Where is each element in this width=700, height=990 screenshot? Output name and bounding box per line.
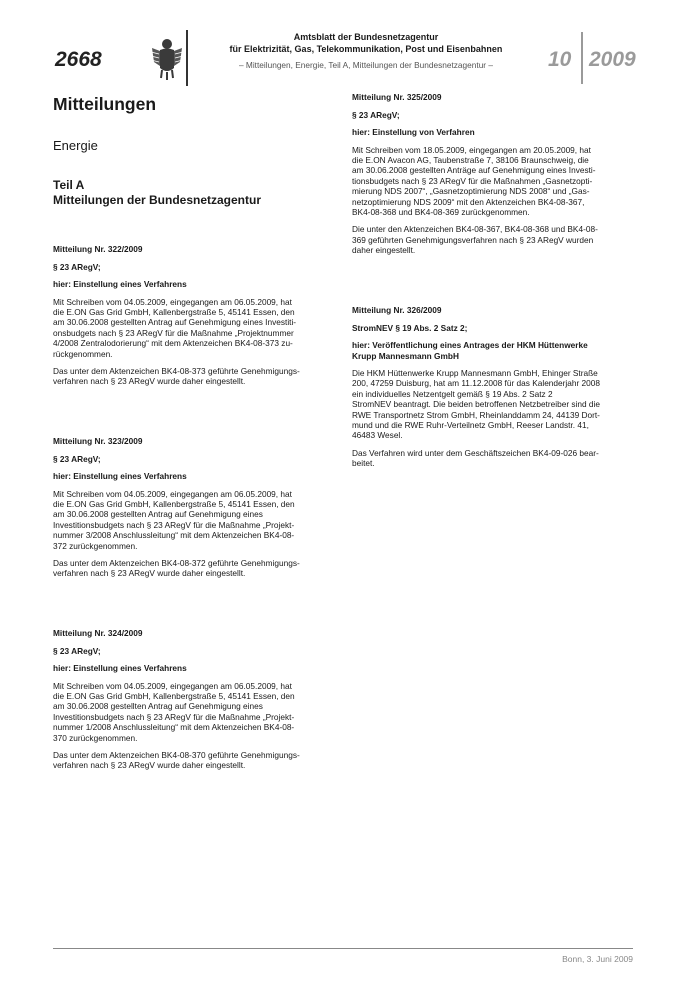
text-line: verfahren nach § 23 ARegV wurde daher eingestellt.	[53, 376, 246, 387]
notice-subject: hier: Einstellung eines Verfahrens	[53, 471, 187, 481]
notice-conclusion	[352, 448, 634, 469]
subsection-title: Energie	[53, 138, 98, 153]
notice-conclusion	[53, 750, 335, 771]
notice-323	[53, 436, 335, 628]
text-line: Mit Schreiben vom 04.05.2009, eingegangen am 06.05.2009, hat	[53, 296, 292, 307]
text-line: verfahren nach § 23 ARegV wurde daher eingestellt.	[53, 760, 246, 771]
text-line: Die unter den Aktenzeichen BK4-08-367, BK4-08-368 und BK4-08-	[352, 224, 598, 235]
issue-number: 10	[548, 48, 572, 71]
notice-number: Mitteilung Nr. 324/2009	[53, 628, 143, 638]
text-line: Investitionsbudgets nach § 23 ARegV für die Maßnahme „Projekt-	[53, 519, 295, 530]
text-line: tionsbudgets nach § 23 ARegV für die Maßnahmen „Gasnetzopti-	[352, 175, 593, 186]
text-line: am 30.06.2008 gestellten Anträge auf Genehmigung eines Investi-	[352, 165, 596, 176]
text-line: am 30.06.2008 gestellten Antrag auf Genehmigung eines	[53, 701, 263, 712]
notice-subject: hier: Einstellung eines Verfahrens	[53, 279, 187, 289]
part-heading-line1: Teil A	[53, 178, 85, 192]
text-line: mierung NDS 2007“, „Gasnetzoptimierung NDS 2008“ und „Gas-	[352, 186, 590, 197]
publication-title-line1: Amtsblatt der Bundesnetzagentur	[293, 32, 439, 42]
text-line: nummer 3/2008 Anschlussleitung“ mit dem Aktenzeichen BK4-08-	[53, 530, 295, 541]
text-line: Investitionsbudgets nach § 23 ARegV für die Maßnahme „Projekt-	[53, 711, 295, 722]
footer-divider	[53, 948, 633, 949]
text-line: am 30.06.2008 gestellten Antrag auf Genehmigung eines	[53, 509, 263, 520]
federal-eagle-icon	[150, 30, 190, 86]
text-line: onsbudgets nach § 23 ARegV für die Maßnahme „Projektnummer	[53, 327, 294, 338]
notice-subject: hier: Einstellung von Verfahren	[352, 127, 475, 137]
text-line: 372 zurückgenommen.	[53, 540, 138, 551]
publication-title-line2: für Elektrizität, Gas, Telekommunikation, Post und Eisenbahnen	[229, 43, 503, 54]
notice-law: § 23 ARegV;	[53, 645, 101, 656]
text-line: 46483 Wesel.	[352, 430, 403, 441]
section-title: Mitteilungen	[53, 94, 157, 114]
notice-law: StromNEV § 19 Abs. 2 Satz 2;	[352, 322, 468, 333]
text-line: Die HKM Hüttenwerke Krupp Mannesmann GmbH, Ehinger Straße	[352, 368, 598, 378]
notice-body	[352, 145, 634, 218]
page-number: 2668	[55, 48, 102, 71]
text-line: die E.ON Gas Grid GmbH, Kallenbergstraße 5, 45141 Essen, den	[53, 690, 295, 701]
text-line: daher eingestellt.	[352, 245, 416, 256]
notice-subject-line2: Krupp Mannesmann GmbH	[352, 350, 459, 361]
text-line: Mit Schreiben vom 04.05.2009, eingegangen am 06.05.2009, hat	[53, 680, 292, 691]
issue-year: 2009	[589, 48, 636, 71]
notice-subject-line1: hier: Veröffentlichung eines Antrages der HKM Hüttenwerke	[352, 340, 588, 350]
left-column	[53, 92, 335, 778]
text-line: 369 geführten Genehmigungsverfahren nach § 23 ARegV wurden	[352, 234, 594, 245]
notice-body	[53, 297, 335, 359]
notice-conclusion	[53, 558, 335, 579]
notice-number: Mitteilung Nr. 325/2009	[352, 92, 442, 102]
part-heading-line2: Mitteilungen der Bundesnetzagentur	[53, 193, 262, 207]
text-line: Das unter dem Aktenzeichen BK4-08-370 geführte Genehmigungs-	[53, 749, 300, 760]
text-line: Das Verfahren wird unter dem Geschäftszeichen BK4-09-026 bear-	[352, 447, 599, 458]
text-line: 370 zurückgenommen.	[53, 732, 138, 743]
text-line: die E.ON Gas Grid GmbH, Kallenbergstraße 5, 45141 Essen, den	[53, 306, 295, 317]
notice-subject	[352, 340, 634, 361]
notice-number: Mitteilung Nr. 323/2009	[53, 436, 143, 446]
text-line: mund und die RWE Ruhr-Verteilnetz GmbH, Reeser Landstr. 41,	[352, 420, 589, 431]
text-line: Das unter dem Aktenzeichen BK4-08-372 geführte Genehmigungs-	[53, 557, 300, 568]
text-line: 200, 47259 Duisburg, hat am 11.12.2008 für das Kalenderjahr 2008	[352, 378, 601, 389]
notice-body	[53, 681, 335, 743]
text-line: Das unter dem Aktenzeichen BK4-08-373 geführte Genehmigungs-	[53, 365, 300, 376]
notice-law: § 23 ARegV;	[53, 453, 101, 464]
publication-title	[200, 32, 532, 55]
text-line: verfahren nach § 23 ARegV wurde daher eingestellt.	[53, 568, 246, 579]
text-line: nummer 1/2008 Anschlussleitung“ mit dem Aktenzeichen BK4-08-	[53, 722, 295, 733]
issue-divider	[581, 32, 583, 84]
text-line: RWE Transportnetz Strom GmbH, Rheinlanddamm 24, 44139 Dort-	[352, 409, 600, 420]
notice-326	[352, 305, 634, 469]
notice-number: Mitteilung Nr. 322/2009	[53, 244, 143, 254]
text-line: beitet.	[352, 458, 375, 469]
text-line: 4/2008 Zentralodorierung“ mit dem Aktenzeichen BK4-08-373 zu-	[53, 338, 293, 349]
notice-322	[53, 244, 335, 436]
notice-law: § 23 ARegV;	[53, 261, 101, 272]
notice-conclusion	[352, 224, 634, 255]
text-line: ein individuelles Netzentgelt gemäß § 19 Abs. 2 Satz 2	[352, 388, 553, 399]
text-line: BK4-08-368 und BK4-08-369 zurückgenommen.	[352, 206, 530, 217]
text-line: am 30.06.2008 gestellten Antrag auf Genehmigung eines Investiti-	[53, 317, 297, 328]
notice-conclusion	[53, 366, 335, 387]
text-line: netzoptimierung NDS 2009“ mit den Aktenzeichen BK4-08-367,	[352, 196, 585, 207]
notice-body	[53, 489, 335, 551]
text-line: die E.ON Gas Grid GmbH, Kallenbergstraße 5, 45141 Essen, den	[53, 498, 295, 509]
notice-324	[53, 628, 335, 771]
notice-number: Mitteilung Nr. 326/2009	[352, 305, 442, 315]
footer-date: Bonn, 3. Juni 2009	[562, 954, 633, 964]
notice-body	[352, 368, 634, 441]
publication-subtitle: – Mitteilungen, Energie, Teil A, Mitteilungen der Bundesnetzagentur –	[239, 60, 493, 70]
right-column	[352, 92, 634, 476]
header-divider	[186, 30, 188, 86]
part-heading	[53, 178, 335, 208]
notice-325	[352, 92, 634, 305]
text-line: rückgenommen.	[53, 348, 113, 359]
text-line: Mit Schreiben vom 04.05.2009, eingegangen am 06.05.2009, hat	[53, 488, 292, 499]
text-line: StromNEV beantragt. Die beiden betroffenen Netzbetreiber sind die	[352, 399, 600, 410]
text-line: Mit Schreiben vom 18.05.2009, eingegangen am 20.05.2009, hat	[352, 144, 591, 155]
notice-law: § 23 ARegV;	[352, 109, 400, 120]
notice-subject: hier: Einstellung eines Verfahrens	[53, 663, 187, 673]
text-line: die E.ON Avacon AG, Taubenstraße 7, 38106 Braunschweig, die	[352, 154, 589, 165]
